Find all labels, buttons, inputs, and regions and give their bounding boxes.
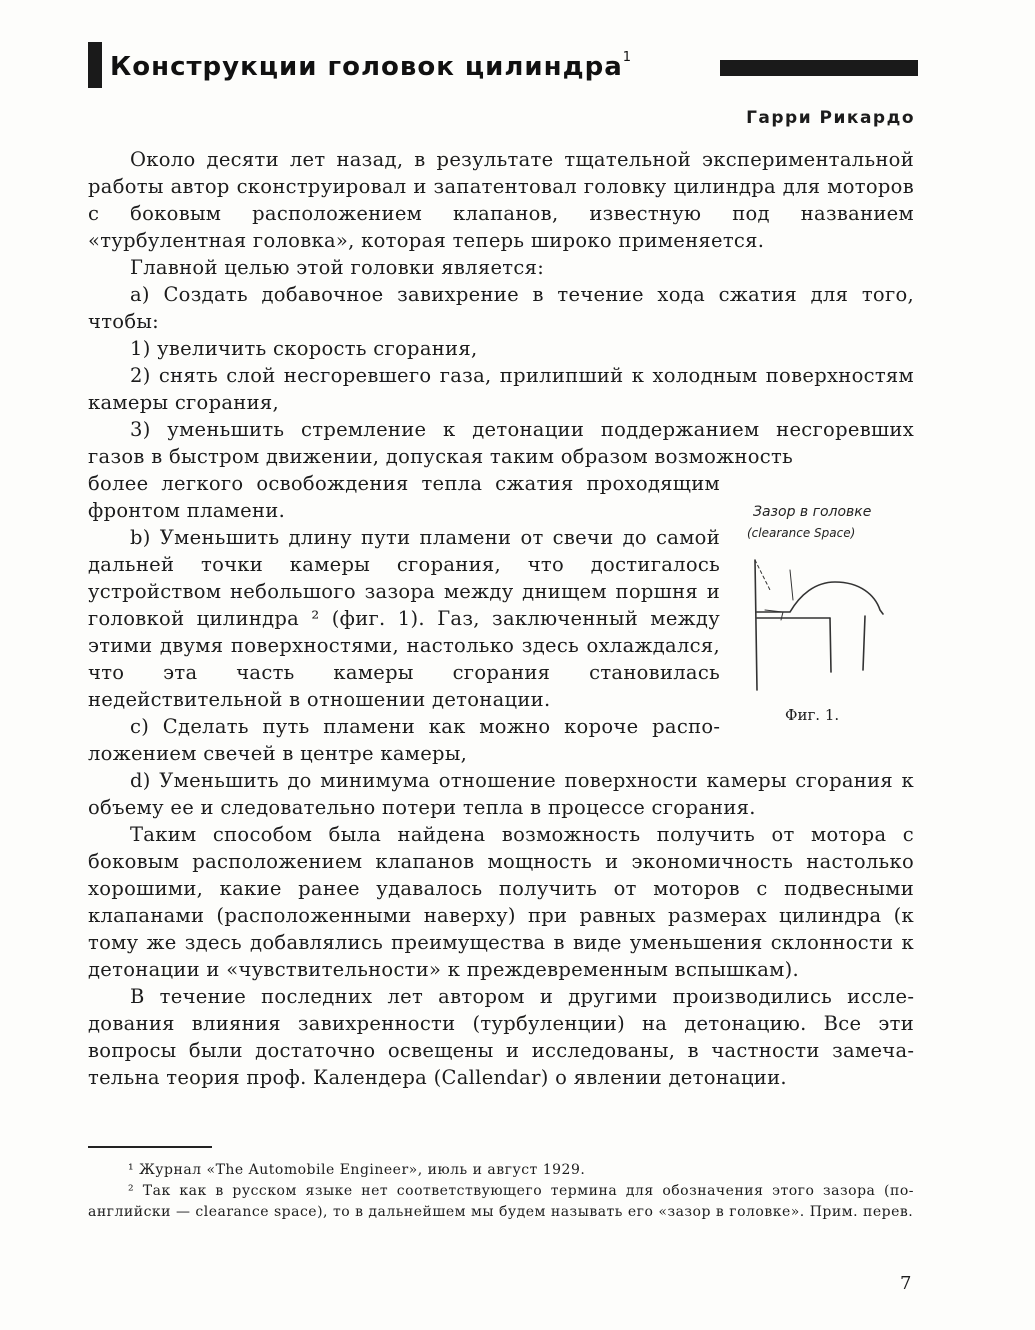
footnote-2: ² Так как в русском языке нет соответствующего термина для обозначения этого зазора (по-английски — clearance space), то в дальнейшем мы будем называть его «зазор в головке». Прим. перев. xyxy=(88,1183,914,1220)
paragraph-item-a3b: более легкого освобождения тепла сжатия проходящим фронтом пламени. xyxy=(88,472,720,522)
paragraph-item-a3a: 3) уменьшить стремление к детонации поддержанием несгоревших газов в быстром движении, допуская таким образом возможность xyxy=(88,418,914,468)
footnote-1: ¹ Журнал «The Automobile Engineer», июль и август 1929. xyxy=(128,1162,586,1178)
figure-caption: Фиг. 1. xyxy=(785,706,840,724)
paragraph-item-b: b) Уменьшить длину пути пламени от свечи до самой дальней точки камеры сгорания, что достигалось устройством небольшого зазора между днищем поршня и головкой цилиндра ² (фиг. 1). Газ, заключенный между этими двумя поверхностями, настолько здесь охлаждался, что эта часть камеры сгорания становилась недействительной в отношении детонации. xyxy=(88,526,720,711)
paragraph-conclusion: Таким способом была найдена возможность получить от мотора с боковым расположением клапанов мощность и экономичность настолько хорошими, какие ранее удавалось получить от моторов с подвесными клапанами (расположенными наверху) при равных размерах цилиндра (к тому же здесь добавлялись преимущества в виде уменьшения склонности к детонации и «чувствительности» к преждевременным вспышкам). xyxy=(88,823,914,981)
page-title xyxy=(110,52,632,82)
figure-label-en: (clearance Space) xyxy=(747,526,856,540)
footnote-divider xyxy=(88,1146,212,1148)
page-number: 7 xyxy=(900,1273,912,1294)
page-title-text: Конструкции головок цилиндра xyxy=(110,52,623,82)
paragraph-research: В течение последних лет автором и другими производились исследования влияния завихренности (турбуленции) на детонацию. Все эти вопросы были достаточно освещены и исследованы, в частности замечательна теория проф. Календера (Callendar) о явлении детонации. xyxy=(88,985,914,1089)
paragraph-intro: Около десяти лет назад, в результате тщательной экспериментальной работы автор сконструировал и запатентовал головку цилиндра для моторов с боковым расположением клапанов, известную под названием «турбулентная головка», которая теперь широко применяется. xyxy=(88,148,914,252)
paragraph-item-a: а) Создать добавочное завихрение в течение хода сжатия для того, чтобы: xyxy=(88,283,914,333)
paragraph-item-c: с) Сделать путь пламени как можно короче расположением свечей в центре камеры, xyxy=(88,715,720,765)
title-left-bar xyxy=(88,42,102,88)
figure-1 xyxy=(735,500,925,730)
paragraph-item-d: d) Уменьшить до минимума отношение поверхности камеры сгорания к объему ее и следовательно потери тепла в процессе сгорания. xyxy=(88,769,914,819)
title-row xyxy=(88,34,918,94)
title-right-bar xyxy=(720,60,918,76)
paragraph-goal: Главной целью этой головки является: xyxy=(130,256,545,279)
author: Гарри Рикардо xyxy=(746,108,915,128)
title-footnote-mark: 1 xyxy=(622,50,633,65)
paragraph-item-a2: 2) снять слой несгоревшего газа, прилипший к холодным поверхностям камеры сгорания, xyxy=(88,364,914,414)
figure-label-ru: Зазор в головке xyxy=(753,504,872,520)
paragraph-item-a1: 1) увеличить скорость сгорания, xyxy=(130,337,478,360)
footnotes xyxy=(88,1160,914,1223)
